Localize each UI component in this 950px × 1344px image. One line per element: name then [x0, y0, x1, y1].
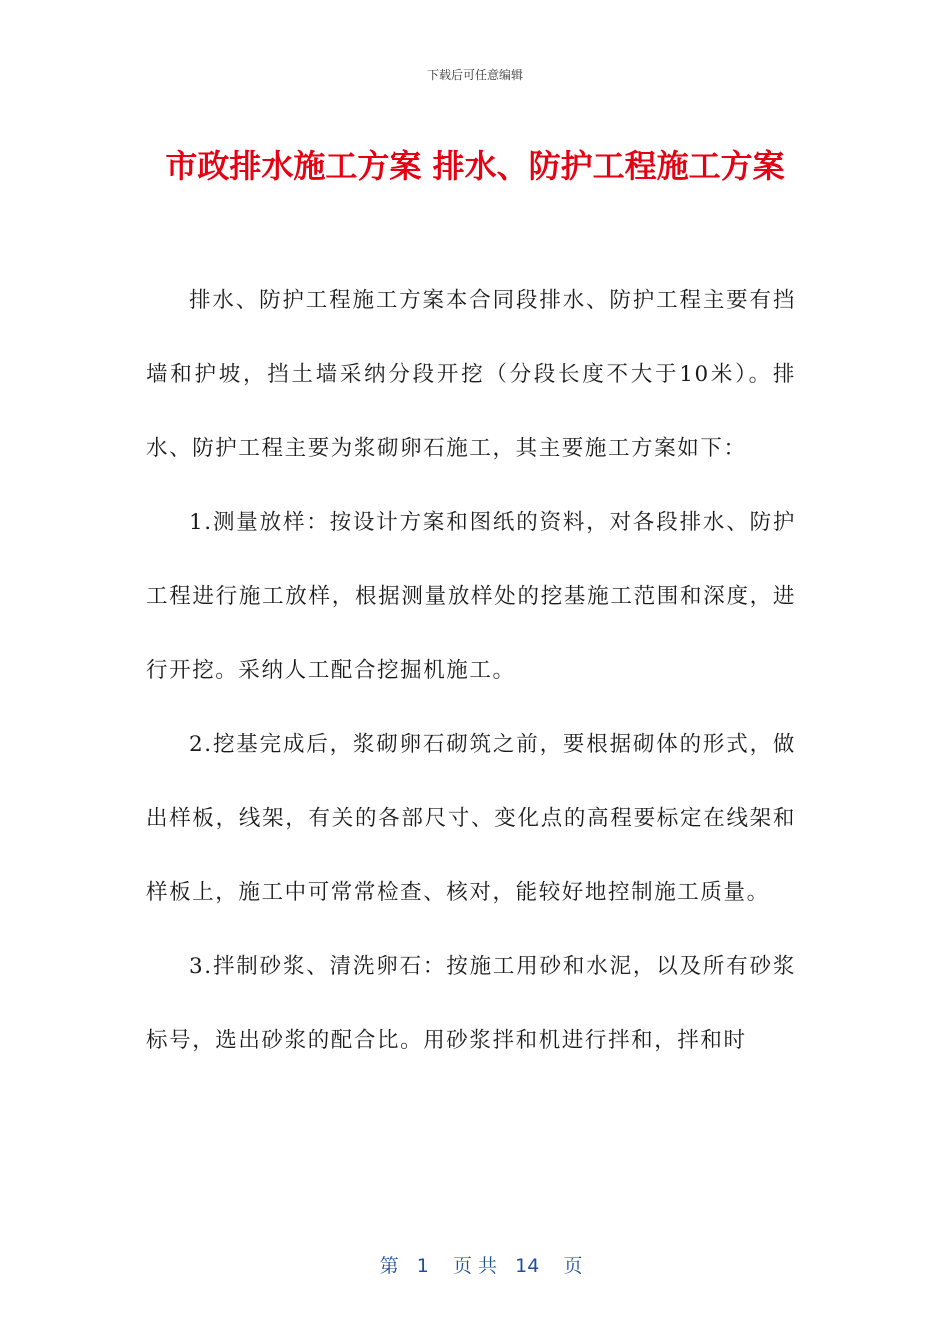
page-header-note: 下载后可任意编辑 [426, 68, 523, 82]
paragraph-intro: 排水、防护工程施工方案本合同段排水、防护工程主要有挡墙和护坡，挡土墙采纳分段开挖（分段长度不大于10米）。排水、防护工程主要为浆砌卵石施工，其主要施工方案如下： [146, 288, 796, 461]
paragraph-step-1: 1.测量放样：按设计方案和图纸的资料，对各段排水、防护工程进行施工放样，根据测量放样处的挖基施工范围和深度，进行开挖。采纳人工配合挖掘机施工。 [146, 510, 796, 683]
document-title: 市政排水施工方案 排水、防护工程施工方案 [165, 147, 785, 185]
paragraph-step-2: 2.挖基完成后，浆砌卵石砌筑之前，要根据砌体的形式，做出样板，线架，有关的各部尺寸、变化点的高程要标定在线架和样板上，施工中可常常检查、核对，能较好地控制施工质量。 [146, 732, 796, 905]
footer-total-pages: 14 [515, 1255, 540, 1277]
footer-middle: 页 共 [452, 1255, 498, 1277]
footer-prefix: 第 [379, 1255, 399, 1277]
page-footer [0, 1224, 950, 1280]
footer-page-number: 1 [416, 1255, 429, 1277]
paragraph-step-3: 3.拌制砂浆、清洗卵石：按施工用砂和水泥，以及所有砂浆标号，选出砂浆的配合比。用砂浆拌和机进行拌和，拌和时 [146, 954, 796, 1053]
footer-suffix: 页 [563, 1255, 583, 1277]
document-body [146, 264, 796, 1078]
